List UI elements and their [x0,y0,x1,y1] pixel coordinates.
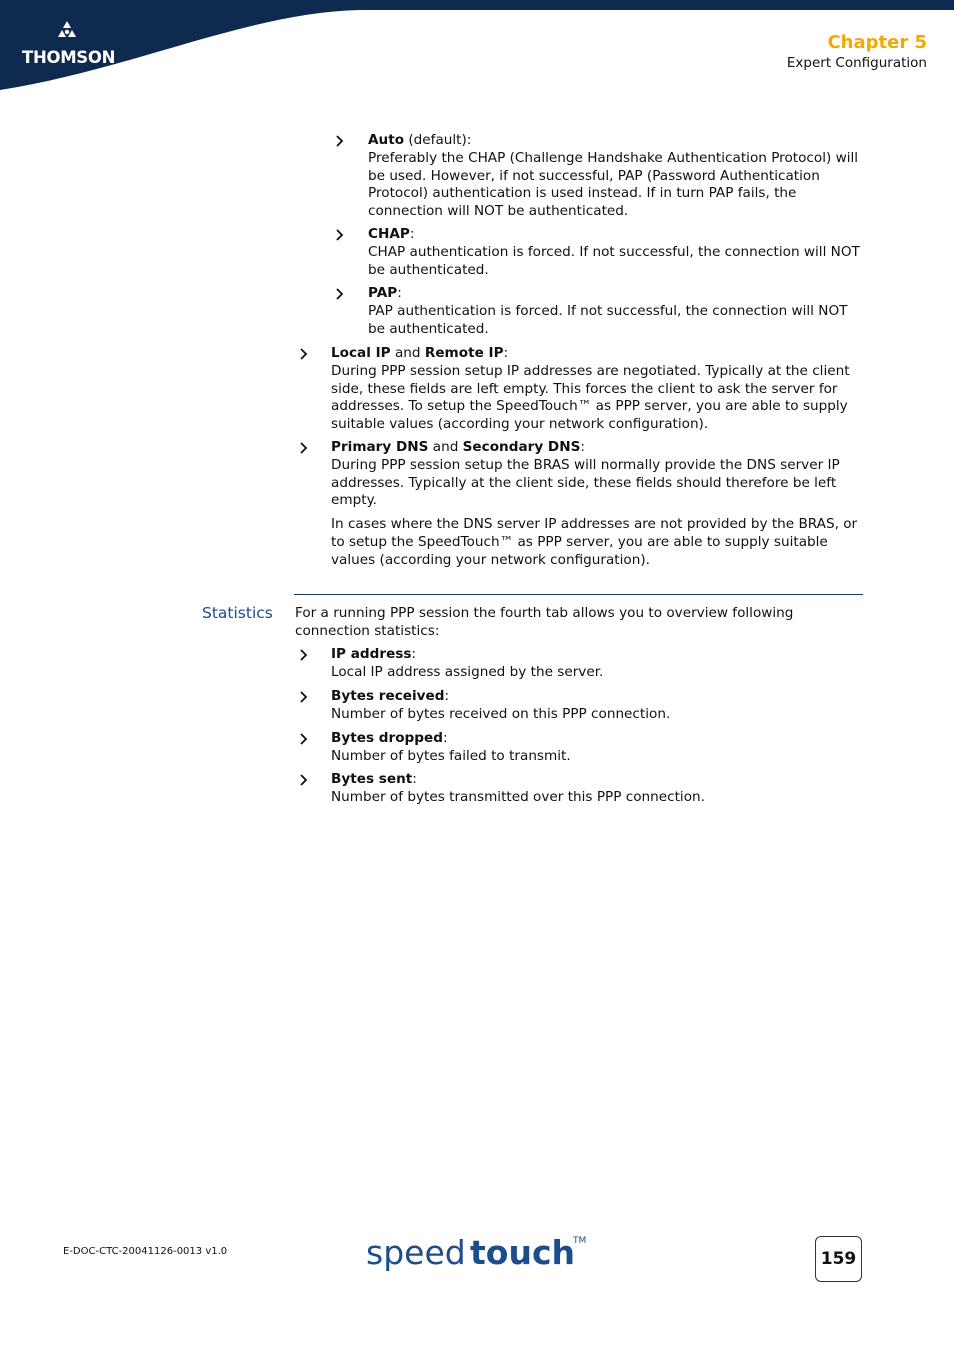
term: Bytes received [331,688,445,704]
section-divider [294,594,863,595]
term-suffix: : [580,439,585,455]
term-1: Local IP [331,345,391,361]
term-suffix: : [412,771,417,787]
term-suffix: : [411,646,417,662]
term-suffix: : [409,226,415,242]
description: Number of bytes transmitted over this PPP connection. [331,788,705,805]
bullet-arrow-icon [300,733,310,745]
description: CHAP authentication is forced. If not successful, the connection will NOT be authenticated. [368,243,860,278]
statistics-intro: For a running PPP session the fourth tab allows you to overview following connection statistics: [295,605,794,639]
auth-option-auto [368,132,863,221]
term-suffix: : [397,285,402,301]
logo-tm: TM [573,1236,587,1246]
stat-item-bytes-sent [331,771,863,807]
statistics-heading: Statistics [202,604,273,622]
description: Number of bytes failed to transmit. [331,747,571,764]
term-suffix: : [503,345,509,361]
bullet-arrow-icon [300,691,310,703]
page-number: 159 [815,1236,862,1282]
term-suffix: (default): [404,132,472,148]
stat-item-bytes-received [331,688,863,724]
bullet-arrow-icon [336,288,346,300]
brand-name: THOMSON [22,48,116,67]
bullet-arrow-icon [300,649,310,661]
thomson-emblem-icon [22,20,116,48]
logo-bold-text: touch [470,1233,575,1272]
stat-item-bytes-dropped [331,730,863,766]
speedtouch-logo [366,1227,591,1277]
ip-setting-local-remote [331,345,863,434]
description: PAP authentication is forced. If not successful, the connection will NOT be authenticated. [368,302,848,337]
ip-setting-dns [331,439,863,510]
term: CHAP [368,226,410,242]
term: Bytes dropped [331,730,443,746]
section-title: Expert Configuration [786,55,927,71]
term-2: Secondary DNS [462,439,581,455]
chapter-title: Chapter 5 [827,32,927,53]
term-1: Primary DNS [331,439,429,455]
stat-item-ip-address [331,646,863,682]
term: PAP [368,285,398,301]
document-id: E-DOC-CTC-20041126-0013 v1.0 [63,1246,228,1257]
description: Number of bytes received on this PPP connection. [331,705,671,722]
auth-option-chap [368,226,863,279]
bullet-arrow-icon [300,774,310,786]
term-suffix: : [442,730,448,746]
thomson-logo [22,20,116,70]
bullet-arrow-icon [300,442,310,454]
auth-option-pap [368,285,863,338]
description: During PPP session setup IP addresses are negotiated. Typically at the client side, these fields are left empty. This forces the client to ask the server for addresses. To setup the SpeedTouch™ as PPP server, you are able to supply suitable values (according your network configuration). [331,362,850,433]
description: During PPP session setup the BRAS will normally provide the DNS server IP addresses. Typically at the client side, these fields should therefore be left empty. [331,456,840,509]
bullet-arrow-icon [336,229,346,241]
bullet-arrow-icon [300,348,310,360]
header-band [0,0,954,95]
conjunction: and [428,439,463,455]
description: Local IP address assigned by the server. [331,663,604,680]
term-suffix: : [444,688,450,704]
term: Bytes sent [331,771,413,787]
conjunction: and [390,345,425,361]
logo-light-text: speed [366,1233,466,1272]
term: Auto [368,132,405,148]
description: Preferably the CHAP (Challenge Handshake Authentication Protocol) will be used. However, if not successful, PAP (Password Authentication Protocol) authentication is used instead. If in turn PAP fails, the connection will NOT be authenticated. [368,149,859,220]
dns-extra-paragraph: In cases where the DNS server IP addresses are not provided by the BRAS, or to setup the SpeedTouch™ as PPP server, you are able to supply suitable values (according your network configuration). [331,516,858,568]
term-2: Remote IP [424,345,504,361]
bullet-arrow-icon [336,135,346,147]
term: IP address [331,646,412,662]
